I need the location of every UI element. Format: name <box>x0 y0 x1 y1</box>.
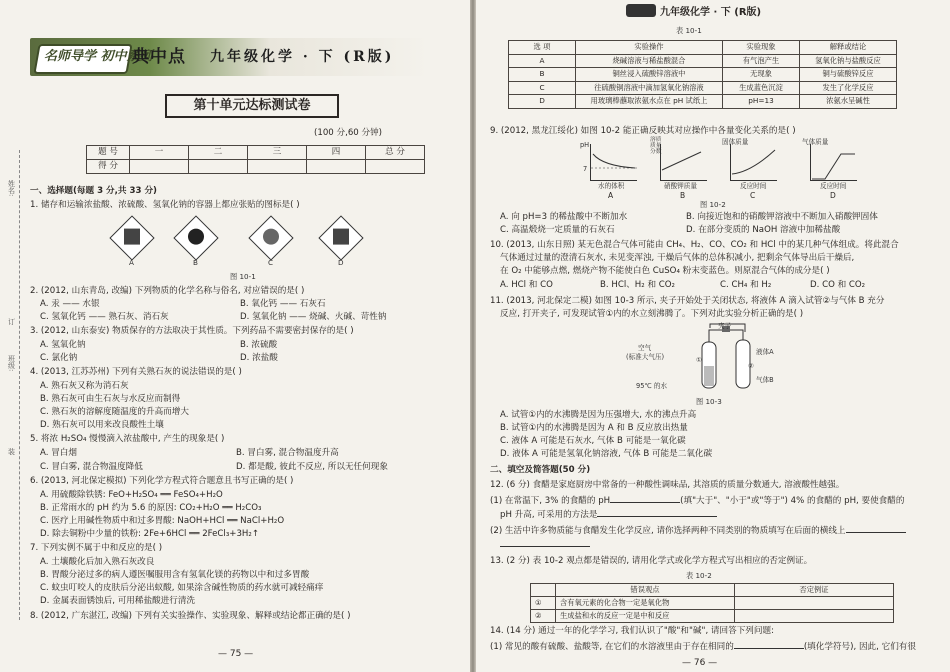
margin-class: 班级: <box>7 355 16 372</box>
diagram-label: 气体B <box>756 376 774 384</box>
option: D. 金属表面锈蚀后, 可用稀盐酸进行清洗 <box>40 596 196 606</box>
plot-tick-label: 7 <box>583 165 588 173</box>
right-header: 九年级化学 · 下 (R版) <box>660 7 762 18</box>
score-table-row <box>87 146 425 160</box>
option: D. 除去铜粉中少量的铁粉: 2Fe+6HCl ══ 2FeCl₃+3H₂↑ <box>40 529 260 539</box>
option: C. 氢氧化钙 —— 熟石灰、消石灰 <box>40 312 169 322</box>
question-14-part <box>490 640 916 654</box>
option: A. 土壤酸化后加入熟石灰改良 <box>40 557 155 567</box>
option: A. 向 pH=3 的稀盐酸中不断加水 <box>500 212 628 222</box>
option: D. 熟石灰可以用来改良酸性土壤 <box>40 420 164 430</box>
option: D. 都是酸, 彼此不反应, 所以无任何现象 <box>236 462 388 472</box>
question-5: 5. 将浓 H₂SO₄ 慢慢滴入浓盐酸中, 产生的现象是( ) <box>30 434 225 444</box>
plot-c-curve <box>731 144 777 180</box>
hazard-sign-d <box>318 215 363 260</box>
option: B. 冒白雾, 混合物温度升高 <box>236 448 339 458</box>
table-cell: C <box>509 81 576 95</box>
option: C. 氯化钠 <box>40 353 78 363</box>
page-number: — 75 — <box>218 649 254 659</box>
table-header-cell: 错误观点 <box>556 584 735 597</box>
score-cell <box>366 160 425 174</box>
plot-letter: D <box>830 191 836 200</box>
sign-label: A <box>129 258 134 267</box>
question-7: 7. 下列实例不属于中和反应的是( ) <box>30 543 163 553</box>
option: D. 浓盐酸 <box>240 353 278 363</box>
option: C. 蚊虫叮咬人的皮肤后分泌出蚁酸, 如果涂含碱性物质的药水就可减轻痛痒 <box>40 583 324 593</box>
question-12-part <box>500 508 717 522</box>
plot-b-curve <box>661 144 707 180</box>
unit-title: 第十单元达标测试卷 <box>165 94 339 118</box>
table-caption: 表 10-2 <box>686 571 712 580</box>
option: B. 试管①内的水沸腾是因为 A 和 B 反应放出热量 <box>500 423 688 433</box>
plot-a <box>590 144 637 181</box>
plot-letter: A <box>608 191 614 200</box>
table-cell: 生成盐和水的反应一定是中和反应 <box>556 610 735 623</box>
section-title: 二、填空及简答题(50 分) <box>490 465 591 475</box>
score-cell: 总 分 <box>366 146 425 160</box>
brand-name: 典中点 <box>132 47 186 67</box>
score-cell <box>248 160 307 174</box>
option: B. 熟石灰可由生石灰与水反应而制得 <box>40 394 181 404</box>
score-cell: 题 号 <box>87 146 130 160</box>
question-4: 4. (2013, 江苏苏州) 下列有关熟石灰的说法错误的是( ) <box>30 367 242 377</box>
diagram-label: 95℃ 的水 <box>636 382 668 390</box>
table-cell: 有气泡产生 <box>723 54 800 68</box>
plot-axis-label: 气体质量 <box>802 138 829 146</box>
table-cell: ① <box>531 597 556 610</box>
section-title: 一、选择题(每题 3 分,共 33 分) <box>30 186 157 196</box>
option: D. CO 和 CO₂ <box>810 280 866 290</box>
table-header-cell <box>531 584 556 597</box>
score-cell: 三 <box>248 146 307 160</box>
score-cell: 一 <box>130 146 189 160</box>
option: B. 正常雨水的 pH 约为 5.6 的原因: CO₂+H₂O ══ H₂CO₃ <box>40 503 262 513</box>
table-answer-cell[interactable] <box>735 610 894 623</box>
answer-blank[interactable] <box>500 546 590 547</box>
table-cell: 含有氧元素的化合物一定是氧化物 <box>556 597 735 610</box>
question-11: 11. (2013, 河北保定二模) 如图 10-3 所示, 夹子开始处于关闭状态, 将液体 A 滴入试管②与气体 B 充分 <box>490 296 885 306</box>
diagram-label: ① <box>696 356 702 364</box>
score-table-row <box>87 160 425 174</box>
test-meta: (100 分,60 分钟) <box>314 128 383 138</box>
score-cell <box>189 160 248 174</box>
hazard-sign-c <box>248 215 293 260</box>
plot-d <box>810 144 857 181</box>
table-cell: 往硫酸铜溶液中滴加氢氧化钠溶液 <box>576 81 723 95</box>
option: D. 氢氧化钠 —— 烧碱、火碱、苛性钠 <box>240 312 387 322</box>
plot-letter: C <box>750 191 756 200</box>
table-row <box>509 68 897 82</box>
plot-axis-label: pH <box>580 141 590 149</box>
option: C. 冒白雾, 混合物温度降低 <box>40 462 143 472</box>
plot-axis-label: 硝酸钾质量 <box>664 182 697 190</box>
question-10-line: 气体通过过量的澄清石灰水, 未见变浑浊, 干燥后气体的总体积减小, 把剩余气体导出后干燥后, <box>500 253 855 263</box>
option: B. 向接近饱和的硝酸钾溶液中不断加入硝酸钾固体 <box>686 212 878 222</box>
table-answer-cell[interactable] <box>735 597 894 610</box>
table-header-cell: 实验操作 <box>576 41 723 55</box>
table-row <box>531 610 894 623</box>
plot-axis-label: 反应时间 <box>740 182 767 190</box>
question-12-part <box>490 494 904 508</box>
sign-label: D <box>338 258 344 267</box>
page-number: — 76 — <box>682 658 718 668</box>
table-cell: 无现象 <box>723 68 800 82</box>
table-cell: 铜丝浸入硫酸锌溶液中 <box>576 68 723 82</box>
margin-bind-mark: 装 <box>7 448 16 455</box>
table-header-cell: 实验现象 <box>723 41 800 55</box>
left-page <box>0 0 470 672</box>
option: C. 医疗上用碱性物质中和过多胃酸: NaOH+HCl ══ NaCl+H₂O <box>40 516 285 526</box>
score-cell: 得 分 <box>87 160 130 174</box>
plot-a-curve <box>591 144 637 180</box>
apparatus-diagram <box>650 322 770 392</box>
option: C. CH₄ 和 H₂ <box>720 280 772 290</box>
score-table <box>86 145 425 174</box>
binding-line <box>19 150 20 620</box>
option: A. 汞 —— 水银 <box>40 299 100 309</box>
option: D. 在部分变质的 NaOH 溶液中加稀盐酸 <box>686 225 841 235</box>
answer-blank[interactable] <box>734 640 804 649</box>
plot-d-curve <box>811 144 857 180</box>
table-caption: 表 10-1 <box>676 26 702 35</box>
table-row <box>509 54 897 68</box>
option: B. HCl、H₂ 和 CO₂ <box>600 280 675 290</box>
option: A. HCl 和 CO <box>500 280 553 290</box>
question-14-text: (填化学符号), 因此, 它们有很 <box>803 642 916 652</box>
option: B. 氧化钙 —— 石灰石 <box>240 299 326 309</box>
table-cell: 烧碱溶液与稀盐酸混合 <box>576 54 723 68</box>
question-12-text: pH 升高, 可采用的方法是 <box>500 510 598 520</box>
experiment-table <box>508 40 897 109</box>
table-header-cell: 选 项 <box>509 41 576 55</box>
option: B. 胃酸分泌过多的病人遵医嘱服用含有氢氧化镁的药物以中和过多胃酸 <box>40 570 310 580</box>
question-12-text: (2) 生活中许多物质能与食醋发生化学反应, 请你选择两种不同类别的物质填写在后面的横线上 <box>490 526 846 536</box>
table-row <box>509 95 897 109</box>
table-cell: 用玻璃棒蘸取浓氨水点在 pH 试纸上 <box>576 95 723 109</box>
table-cell: 发生了化学反应 <box>800 81 897 95</box>
diagram-label: (标准大气压) <box>626 353 665 361</box>
diagram-label: 空气 <box>638 344 652 352</box>
table-row <box>531 584 894 597</box>
plot-axis-label: 溶质质量分数 <box>650 137 662 155</box>
table-cell: B <box>509 68 576 82</box>
option: A. 用硫酸除铁锈: FeO+H₂SO₄ ══ FeSO₄+H₂O <box>40 490 223 500</box>
question-1: 1. 储存和运输浓盐酸、浓硫酸、氢氧化钠的容器上都应张贴的图标是( ) <box>30 200 300 210</box>
brand-mark <box>626 4 656 17</box>
question-6: 6. (2013, 河北保定模拟) 下列化学方程式符合题意且书写正确的是( ) <box>30 476 294 486</box>
option: A. 熟石灰又称为消石灰 <box>40 381 129 391</box>
question-12-part <box>490 524 906 538</box>
plot-axis-label: 水的体积 <box>598 182 625 190</box>
book-title: 九年级化学 · 下 (R版) <box>210 49 395 65</box>
option: C. 高温煅烧一定质量的石灰石 <box>500 225 615 235</box>
option: A. 冒白烟 <box>40 448 77 458</box>
score-cell <box>130 160 189 174</box>
score-cell: 二 <box>189 146 248 160</box>
option: A. 试管①内的水沸腾是因为压强增大, 水的沸点升高 <box>500 410 697 420</box>
question-8: 8. (2012, 广东湛江, 改编) 下列有关实验操作、实验现象、解释或结论都正确的是( ) <box>30 611 351 621</box>
question-10: 10. (2013, 山东日照) 某无色混合气体可能由 CH₄、H₂、CO、CO₂ 和 HCl 中的某几种气体组成。将此混合 <box>490 240 899 250</box>
option: A. 氢氧化钠 <box>40 340 86 350</box>
question-14: 14. (14 分) 通过一年的化学学习, 我们认识了"酸"和"碱", 请回答下列问题: <box>490 626 774 636</box>
hazard-sign-b <box>173 215 218 260</box>
sign-label: C <box>268 258 274 267</box>
option: C. 熟石灰的溶解度随温度的升高而增大 <box>40 407 189 417</box>
figure-caption: 图 10-1 <box>230 272 256 281</box>
table-cell: 铜与硫酸锌反应 <box>800 68 897 82</box>
question-9: 9. (2012, 黑龙江绥化) 如图 10-2 能正确反映其对应操作中各量变化关系的是( ) <box>490 126 796 136</box>
table-row <box>509 81 897 95</box>
table-cell: pH=13 <box>723 95 800 109</box>
diagram-label: 液体A <box>756 348 774 356</box>
question-10-line: 在 O₂ 中能够点燃, 燃烧产物不能使白色 CuSO₄ 粉末变蓝色。则原混合气体的成分是( ) <box>500 266 830 276</box>
table-cell: 浓氨水呈碱性 <box>800 95 897 109</box>
table-cell: A <box>509 54 576 68</box>
table-cell: D <box>509 95 576 109</box>
margin-name: 姓名: <box>7 180 16 197</box>
question-13: 13. (2 分) 表 10-2 观点都是错误的, 请用化学式或化学方程式写出相应的否定例证。 <box>490 556 813 566</box>
question-12-text: (填"大于"、"小于"或"等于") 4% 的食醋的 pH, 要使食醋的 <box>680 496 905 506</box>
table-cell: 生成蓝色沉淀 <box>723 81 800 95</box>
question-12-text: (1) 在常温下, 3% 的食醋的 pH <box>490 496 611 506</box>
question-14-text: (1) 常见的酸有硫酸、盐酸等, 在它们的水溶液里由于存在相同的 <box>490 642 734 652</box>
table-row <box>509 41 897 55</box>
question-2: 2. (2012, 山东青岛, 改编) 下列物质的化学名称与俗名, 对应错误的是( ) <box>30 286 305 296</box>
plot-letter: B <box>680 191 686 200</box>
sign-label: B <box>193 258 198 267</box>
figure-caption: 图 10-3 <box>696 397 722 406</box>
answer-blank[interactable] <box>846 524 906 533</box>
table-row <box>531 597 894 610</box>
series-logo-text: 名师导学 初中系列 <box>44 49 153 64</box>
diagram-label: 夹子 <box>718 322 732 330</box>
option: C. 液体 A 可能是石灰水, 气体 B 可能是一氧化碳 <box>500 436 686 446</box>
answer-blank[interactable] <box>597 508 717 517</box>
question-11-line: 反应, 打开夹子, 可发现试管①内的水立刻沸腾了。下列对此实验分析正确的是( ) <box>500 309 804 319</box>
option: B. 浓硫酸 <box>240 340 278 350</box>
views-table <box>530 583 894 623</box>
margin-bind-mark: 订 <box>7 318 16 325</box>
diagram-label: ② <box>748 362 754 370</box>
plot-axis-label: 固体质量 <box>722 138 749 146</box>
plot-c <box>730 144 777 181</box>
figure-caption: 图 10-2 <box>700 200 726 209</box>
question-12: 12. (6 分) 食醋是家庭厨房中常备的一种酸性调味品, 其溶质的质量分数通大, 溶液酸性越强。 <box>490 480 845 490</box>
plot-axis-label: 反应时间 <box>820 182 847 190</box>
score-cell: 四 <box>307 146 366 160</box>
score-cell <box>307 160 366 174</box>
question-3: 3. (2012, 山东泰安) 物质保存的方法取决于其性质。下列药品不需要密封保存的是( ) <box>30 326 354 336</box>
answer-blank[interactable] <box>610 494 680 503</box>
option: D. 液体 A 可能是氢氧化钠溶液, 气体 B 可能是二氧化碳 <box>500 449 713 459</box>
table-cell: 氢氧化钠与盐酸反应 <box>800 54 897 68</box>
hazard-sign-a <box>109 215 154 260</box>
table-header-cell: 解释或结论 <box>800 41 897 55</box>
table-header-cell: 否定例证 <box>735 584 894 597</box>
table-cell: ② <box>531 610 556 623</box>
plot-b <box>660 144 707 181</box>
